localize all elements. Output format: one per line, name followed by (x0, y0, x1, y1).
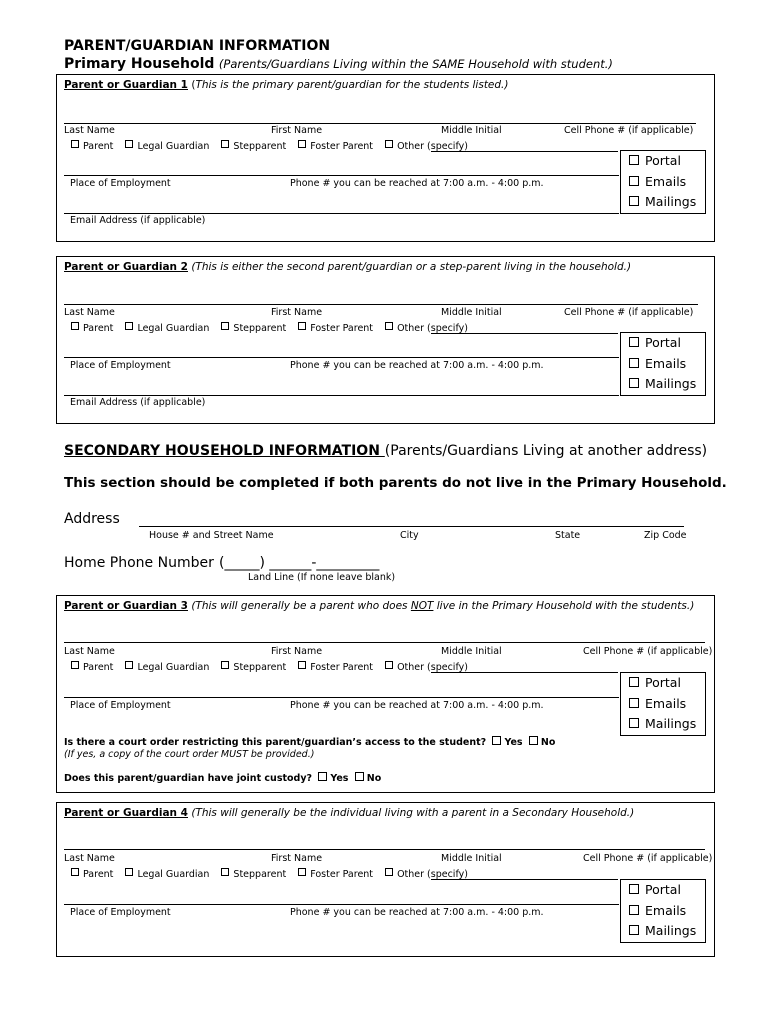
last-name-label: Last Name (64, 307, 115, 318)
place-of-employment-label: Place of Employment (70, 360, 171, 371)
zip-code-label: Zip Code (644, 530, 687, 541)
mailings-option[interactable]: Mailings (621, 921, 705, 942)
mailings-option[interactable]: Mailings (621, 192, 705, 213)
communication-options (620, 150, 706, 214)
checkbox-icon[interactable] (629, 155, 639, 165)
checkbox-icon[interactable] (71, 868, 79, 876)
court-order-yes[interactable]: Yes (489, 737, 522, 748)
home-phone-input[interactable]: (_____) ______-_________ (219, 555, 380, 571)
checkbox-icon[interactable] (629, 358, 639, 368)
name-line[interactable] (64, 849, 705, 850)
checkbox-icon[interactable] (492, 736, 501, 745)
checkbox-icon[interactable] (385, 868, 393, 876)
page-subtitle (64, 56, 613, 72)
guardian-1-header (64, 79, 509, 91)
guardian-1-note-open: ( (188, 79, 196, 91)
relationship-stepparent[interactable]: Stepparent (221, 662, 286, 673)
land-line-note: Land Line (If none leave blank) (248, 572, 396, 583)
checkbox-icon[interactable] (71, 322, 79, 330)
checkbox-icon[interactable] (221, 868, 229, 876)
portal-option[interactable]: Portal (621, 880, 705, 901)
employment-line[interactable] (64, 357, 619, 358)
guardian-3-note-a: (This will generally be a parent who does (191, 600, 411, 612)
relationship-other[interactable]: Other (specify) (385, 662, 468, 673)
email-address-label: Email Address (if applicable) (70, 215, 206, 226)
name-line[interactable] (64, 304, 698, 305)
secondary-instruction: This section should be completed if both parents do not live in the Primary Household. (64, 475, 727, 491)
secondary-household-title: SECONDARY HOUSEHOLD INFORMATION (64, 443, 385, 459)
house-street-label: House # and Street Name (149, 530, 274, 541)
relationship-stepparent[interactable]: Stepparent (221, 141, 286, 152)
first-name-label: First Name (271, 125, 323, 136)
email-address-label: Email Address (if applicable) (70, 397, 206, 408)
guardian-2-header (64, 261, 631, 273)
phone-reach-label: Phone # you can be reached at 7:00 a.m. - 4:00 p.m. (290, 178, 544, 189)
checkbox-icon[interactable] (71, 661, 79, 669)
checkbox-icon[interactable] (125, 140, 133, 148)
checkbox-icon[interactable] (221, 140, 229, 148)
relationship-parent[interactable]: Parent (71, 662, 113, 673)
relationship-foster-parent[interactable]: Foster Parent (298, 141, 373, 152)
primary-household-note: (Parents/Guardians Living within the SAME Household with student.) (218, 57, 613, 71)
middle-initial-label: Middle Initial (441, 646, 502, 657)
checkbox-icon[interactable] (385, 322, 393, 330)
communication-options (620, 879, 706, 943)
middle-initial-label: Middle Initial (441, 307, 502, 318)
middle-initial-label: Middle Initial (441, 853, 502, 864)
relationship-legal-guardian[interactable]: Legal Guardian (125, 869, 209, 880)
state-label: State (555, 530, 581, 541)
checkbox-icon[interactable] (221, 661, 229, 669)
page-title: PARENT/GUARDIAN INFORMATION (64, 38, 331, 54)
city-label: City (400, 530, 419, 541)
last-name-label: Last Name (64, 853, 115, 864)
mailings-option[interactable]: Mailings (621, 374, 705, 395)
phone-reach-label: Phone # you can be reached at 7:00 a.m. - 4:00 p.m. (290, 700, 544, 711)
secondary-household-note: (Parents/Guardians Living at another address) (384, 443, 708, 459)
portal-option[interactable]: Portal (621, 151, 705, 172)
name-line[interactable] (64, 123, 696, 124)
checkbox-icon[interactable] (629, 196, 639, 206)
guardian-3-note-not: NOT (410, 600, 434, 612)
guardian-1-section (56, 74, 715, 242)
emails-option[interactable]: Emails (621, 901, 705, 922)
guardian-3-header (64, 600, 694, 612)
relationship-other[interactable]: Other (specify) (385, 323, 468, 334)
email-line[interactable] (64, 213, 619, 214)
relationship-options (71, 661, 468, 673)
checkbox-icon[interactable] (298, 661, 306, 669)
court-order-question-text: Is there a court order restricting this parent/guardian’s access to the student? (64, 737, 487, 748)
relationship-legal-guardian[interactable]: Legal Guardian (125, 662, 209, 673)
cell-phone-label: Cell Phone # (if applicable) (564, 125, 694, 136)
place-of-employment-label: Place of Employment (70, 907, 171, 918)
relationship-parent[interactable]: Parent (71, 869, 113, 880)
relationship-foster-parent[interactable]: Foster Parent (298, 869, 373, 880)
court-order-no[interactable]: No (526, 737, 555, 748)
relationship-options (71, 868, 468, 880)
guardian-3-section (56, 595, 715, 793)
guardian-2-note: (This is either the second parent/guardian or a step-parent living in the household.) (191, 261, 632, 273)
employment-line[interactable] (64, 175, 619, 176)
checkbox-icon[interactable] (125, 661, 133, 669)
home-phone-label: Home Phone Number (64, 555, 214, 571)
relationship-foster-parent[interactable]: Foster Parent (298, 662, 373, 673)
checkbox-icon[interactable] (629, 677, 639, 687)
joint-custody-yes[interactable]: Yes (315, 773, 348, 784)
communication-options (620, 672, 706, 736)
email-line[interactable] (64, 395, 619, 396)
guardian-4-title: Parent or Guardian 4 (64, 807, 188, 819)
last-name-label: Last Name (64, 125, 115, 136)
joint-custody-question-text: Does this parent/guardian have joint custody? (64, 773, 313, 784)
phone-reach-label: Phone # you can be reached at 7:00 a.m. - 4:00 p.m. (290, 360, 544, 371)
first-name-label: First Name (271, 853, 323, 864)
checkbox-icon[interactable] (71, 140, 79, 148)
portal-option[interactable]: Portal (621, 333, 705, 354)
checkbox-icon[interactable] (629, 884, 639, 894)
guardian-4-note: (This will generally be the individual living with a parent in a Secondary Household.) (191, 807, 635, 819)
first-name-label: First Name (271, 307, 323, 318)
relationship-parent[interactable]: Parent (71, 323, 113, 334)
checkbox-icon[interactable] (298, 868, 306, 876)
checkbox-icon[interactable] (629, 337, 639, 347)
court-order-note: (If yes, a copy of the court order MUST be provided.) (64, 749, 315, 760)
joint-custody-question (64, 772, 381, 784)
last-name-label: Last Name (64, 646, 115, 657)
relationship-parent[interactable]: Parent (71, 141, 113, 152)
relationship-options (71, 140, 468, 152)
other-specify-line[interactable] (431, 672, 618, 673)
checkbox-icon[interactable] (385, 661, 393, 669)
checkbox-icon[interactable] (298, 322, 306, 330)
guardian-2-section (56, 256, 715, 424)
checkbox-icon[interactable] (629, 718, 639, 728)
checkbox-icon[interactable] (629, 698, 639, 708)
primary-household-label: Primary Household (64, 56, 215, 72)
guardian-4-header (64, 807, 634, 819)
employment-line[interactable] (64, 697, 619, 698)
checkbox-icon[interactable] (629, 378, 639, 388)
checkbox-icon[interactable] (298, 140, 306, 148)
checkbox-icon[interactable] (318, 772, 327, 781)
relationship-stepparent[interactable]: Stepparent (221, 323, 286, 334)
cell-phone-label: Cell Phone # (if applicable) (564, 307, 694, 318)
other-specify-line[interactable] (431, 333, 618, 334)
checkbox-icon[interactable] (629, 176, 639, 186)
relationship-legal-guardian[interactable]: Legal Guardian (125, 141, 209, 152)
relationship-legal-guardian[interactable]: Legal Guardian (125, 323, 209, 334)
court-order-question (64, 736, 555, 748)
relationship-other[interactable]: Other (specify) (385, 141, 468, 152)
checkbox-icon[interactable] (125, 322, 133, 330)
other-specify-line[interactable] (431, 879, 618, 880)
guardian-4-section (56, 802, 715, 957)
guardian-1-note: This is the primary parent/guardian for the students listed.) (195, 79, 509, 91)
portal-option[interactable]: Portal (621, 673, 705, 694)
guardian-2-title: Parent or Guardian 2 (64, 261, 188, 273)
checkbox-icon[interactable] (629, 905, 639, 915)
place-of-employment-label: Place of Employment (70, 178, 171, 189)
employment-line[interactable] (64, 904, 619, 905)
relationship-foster-parent[interactable]: Foster Parent (298, 323, 373, 334)
checkbox-icon[interactable] (385, 140, 393, 148)
emails-option[interactable]: Emails (621, 172, 705, 193)
checkbox-icon[interactable] (355, 772, 364, 781)
secondary-household-heading (64, 443, 707, 459)
relationship-options (71, 322, 468, 334)
address-label: Address (64, 511, 120, 527)
checkbox-icon[interactable] (529, 736, 538, 745)
emails-option[interactable]: Emails (621, 694, 705, 715)
cell-phone-label: Cell Phone # (if applicable) (583, 646, 713, 657)
guardian-1-title: Parent or Guardian 1 (64, 79, 188, 91)
cell-phone-label: Cell Phone # (if applicable) (583, 853, 713, 864)
place-of-employment-label: Place of Employment (70, 700, 171, 711)
checkbox-icon[interactable] (221, 322, 229, 330)
name-line[interactable] (64, 642, 705, 643)
guardian-3-note-b: live in the Primary Household with the students.) (433, 600, 695, 612)
address-line[interactable] (139, 526, 684, 527)
communication-options (620, 332, 706, 396)
emails-option[interactable]: Emails (621, 354, 705, 375)
phone-reach-label: Phone # you can be reached at 7:00 a.m. - 4:00 p.m. (290, 907, 544, 918)
middle-initial-label: Middle Initial (441, 125, 502, 136)
checkbox-icon[interactable] (125, 868, 133, 876)
checkbox-icon[interactable] (629, 925, 639, 935)
relationship-stepparent[interactable]: Stepparent (221, 869, 286, 880)
other-specify-line[interactable] (431, 151, 618, 152)
guardian-3-title: Parent or Guardian 3 (64, 600, 188, 612)
joint-custody-no[interactable]: No (352, 773, 381, 784)
first-name-label: First Name (271, 646, 323, 657)
relationship-other[interactable]: Other (specify) (385, 869, 468, 880)
mailings-option[interactable]: Mailings (621, 714, 705, 735)
